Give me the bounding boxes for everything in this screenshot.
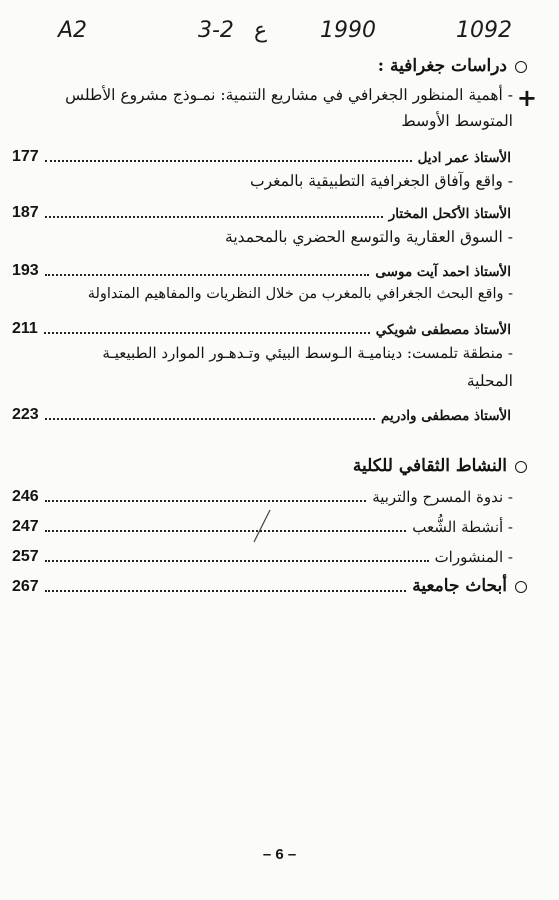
section-heading-cultural-activity: النشاط الثقافي للكلية: [353, 456, 527, 476]
page-number: 247: [12, 518, 39, 535]
handwriting-a2: A2: [58, 18, 88, 43]
activity-label: - ندوة المسرح والتربية: [372, 488, 513, 506]
handwriting-ain: ع: [254, 18, 268, 43]
section-heading-university-research: أبحاث جامعية: [412, 576, 527, 596]
leader-dots: [45, 529, 407, 532]
toc-entry-row: [12, 544, 513, 566]
leader-dots: [45, 499, 366, 502]
toc-entry-row: [12, 200, 511, 222]
article-title-continued: المتوسط الأوسط: [401, 112, 513, 130]
footer-page-number: – 6 –: [262, 846, 297, 863]
toc-entry-row: [12, 258, 511, 280]
leader-dots: [44, 331, 370, 334]
leader-dots: [45, 215, 383, 218]
article-author: الأستاذ عمر اديل: [417, 150, 511, 166]
handwriting-number: 1092: [456, 18, 512, 43]
handwriting-3-2: 3-2: [198, 18, 234, 43]
leader-dots: [45, 559, 429, 562]
toc-entry-row: [12, 574, 527, 596]
article-title: - منطقة تلمست: ديناميـة الـوسط البيئي وتـدهـور الموارد الطبيعيـة: [102, 344, 513, 362]
article-author: الأستاذ احمد آيت موسى: [375, 264, 511, 280]
handwriting-year: 1990: [320, 18, 376, 43]
circle-bullet-icon: [515, 461, 527, 473]
article-title: - واقع البحث الجغرافي بالمغرب من خلال النظريات والمفاهيم المتداولة: [87, 286, 513, 302]
page-number: 223: [12, 406, 39, 423]
article-author: الأستاذ مصطفى وادريم: [381, 408, 511, 424]
circle-bullet-icon: [515, 581, 527, 593]
page-number: 267: [12, 578, 39, 595]
leader-dots: [45, 417, 375, 420]
activity-label: - أنشطة الشُّعب: [412, 518, 513, 536]
toc-entry-row: [12, 316, 511, 338]
article-title-continued: المحلية: [466, 372, 513, 390]
page-number: 246: [12, 488, 39, 505]
toc-entry-row: [12, 402, 511, 424]
section-heading-geography: دراسات جغرافية :: [378, 56, 527, 76]
page-number: 193: [12, 262, 39, 279]
article-author: الأستاذ الأكحل المختار: [388, 206, 511, 222]
handwritten-annotations: [58, 14, 528, 54]
toc-entry-row: [12, 144, 511, 166]
page-number: 177: [12, 148, 39, 165]
toc-entry-row: [12, 484, 513, 506]
pen-stroke-mark: [248, 508, 274, 544]
leader-dots: [45, 273, 370, 276]
article-title: - أهمية المنظور الجغرافي في مشاريع التنمية: نمـوذج مشروع الأطلس: [65, 86, 513, 104]
leader-dots: [45, 589, 407, 592]
circle-bullet-icon: [515, 61, 527, 73]
page-number: 257: [12, 548, 39, 565]
leader-dots: [45, 159, 412, 162]
page-number: 211: [12, 320, 38, 337]
page-number: 187: [12, 204, 39, 221]
article-title: - واقع وآفاق الجغرافية التطبيقية بالمغرب: [250, 172, 513, 190]
activity-label: - المنشورات: [434, 548, 513, 566]
article-title: - السوق العقارية والتوسع الحضري بالمحمدية: [225, 228, 513, 246]
plus-mark-icon: +: [516, 84, 537, 112]
article-author: الأستاذ مصطفى شويكي: [375, 322, 511, 338]
